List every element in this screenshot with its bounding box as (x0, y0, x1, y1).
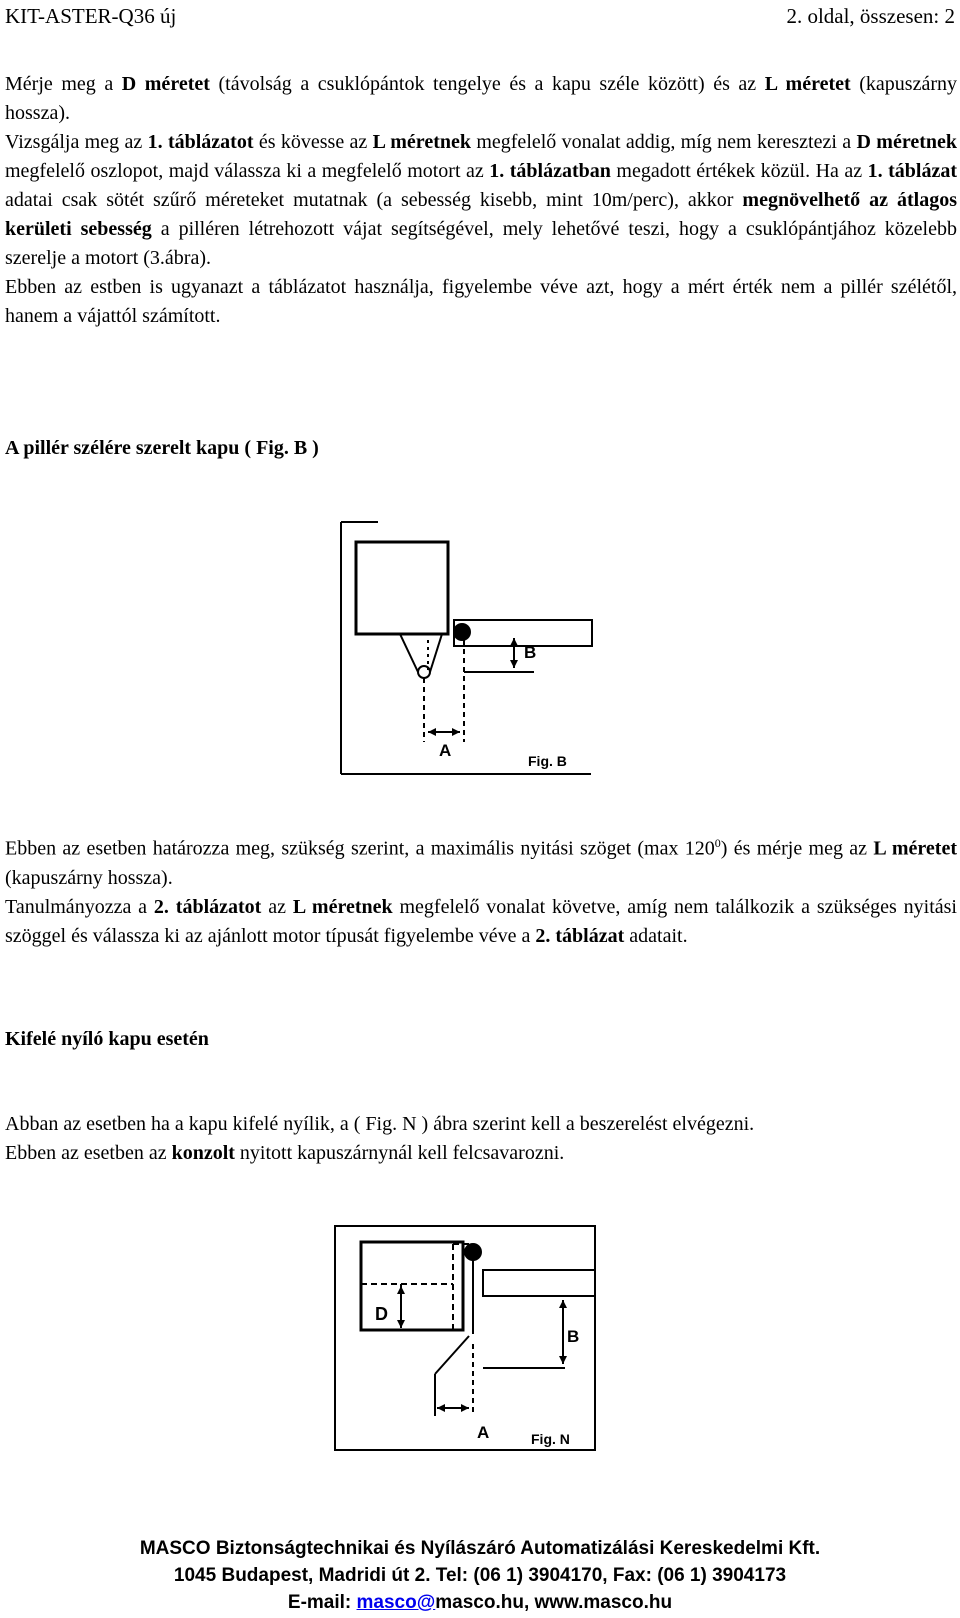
heading-fig-b: A pillér szélére szerelt kapu ( Fig. B ) (5, 437, 319, 459)
header-page-number: 2. oldal, összesen: 2 (786, 4, 955, 28)
paragraph-outward-install: Abban az esetben ha a kapu kifelé nyílik, a ( Fig. N ) ábra szerint kell a beszerelést elvégezni. Ebben az esetben az konzolt nyitott kapuszárnynál kell felcsavarozni. (5, 1113, 755, 1164)
footer-contact: E-mail: masco@masco.hu, www.masco.hu (287, 1592, 673, 1613)
footer-address: 1045 Budapest, Madridi út 2. Tel: (06 1) 3904170, Fax: (06 1) 3904173 (173, 1565, 787, 1586)
footer-company: MASCO Biztonságtechnikai és Nyílászáró Automatizálási Kereskedelmi Kft. (139, 1538, 821, 1559)
footer (0, 1535, 960, 1616)
heading-outward-gate: Kifelé nyíló kapu esetén (5, 1028, 209, 1050)
fig-n-label-a: A (477, 1423, 490, 1442)
header-doc-code: KIT-ASTER-Q36 új (5, 4, 177, 28)
fig-b-label-a: A (439, 741, 452, 760)
figure-n (333, 1224, 597, 1452)
fig-n-caption: Fig. N (531, 1431, 570, 1447)
paragraph-max-angle: Ebben az esetben határozza meg, szükség szerint, a maximális nyitási szöget (max $120^0$) és mérje meg az L méretet (kapuszárny hossza). Tanulmányozza a 2. táblázatot az L méretnek megfelelő vonalat követve, amíg nem találkozik a szükséges nyitási szöggel és válassza ki az ajánlott motor típusát figyelembe véve a 2. táblázat adatait. (5, 836, 957, 947)
footer-email-link[interactable]: masco@ (356, 1592, 436, 1613)
figure-b (338, 520, 594, 778)
fig-b-caption: Fig. B (528, 753, 567, 769)
fig-n-label-d: D (375, 1304, 388, 1324)
fig-n-label-b: B (567, 1327, 580, 1346)
fig-b-label-b: B (524, 643, 537, 662)
paragraph-measure-d: Mérje meg a D méretet (távolság a csuklópántok tengelye és a kapu széle között) és az L méretet (kapuszárny hossza). Vizsgálja meg az 1. táblázatot és kövesse az L méretnek megfelelő vonalat addig, míg nem keresztezi a D méretnek megfelelő oszlopot, majd válassza ki a megfelelő motort az 1. táblázatban megadott értékek közül. Ha az 1. táblázat adatai csak sötét szűrő méreteket mutatnak (a sebesség kisebb, mint 10m/perc), akkor megnövelhető az átlagos kerületi sebesség a pilléren létrehozott vájat segítségével, mely lehetővé teszi, hogy a csuklópántjához közelebb szerelje a motort (3.ábra). Ebben az estben is ugyanazt a táblázatot használja, figyelembe véve azt, hogy a mért érték nem a pillér szélétől, hanem a vájattól számított. (5, 73, 957, 327)
